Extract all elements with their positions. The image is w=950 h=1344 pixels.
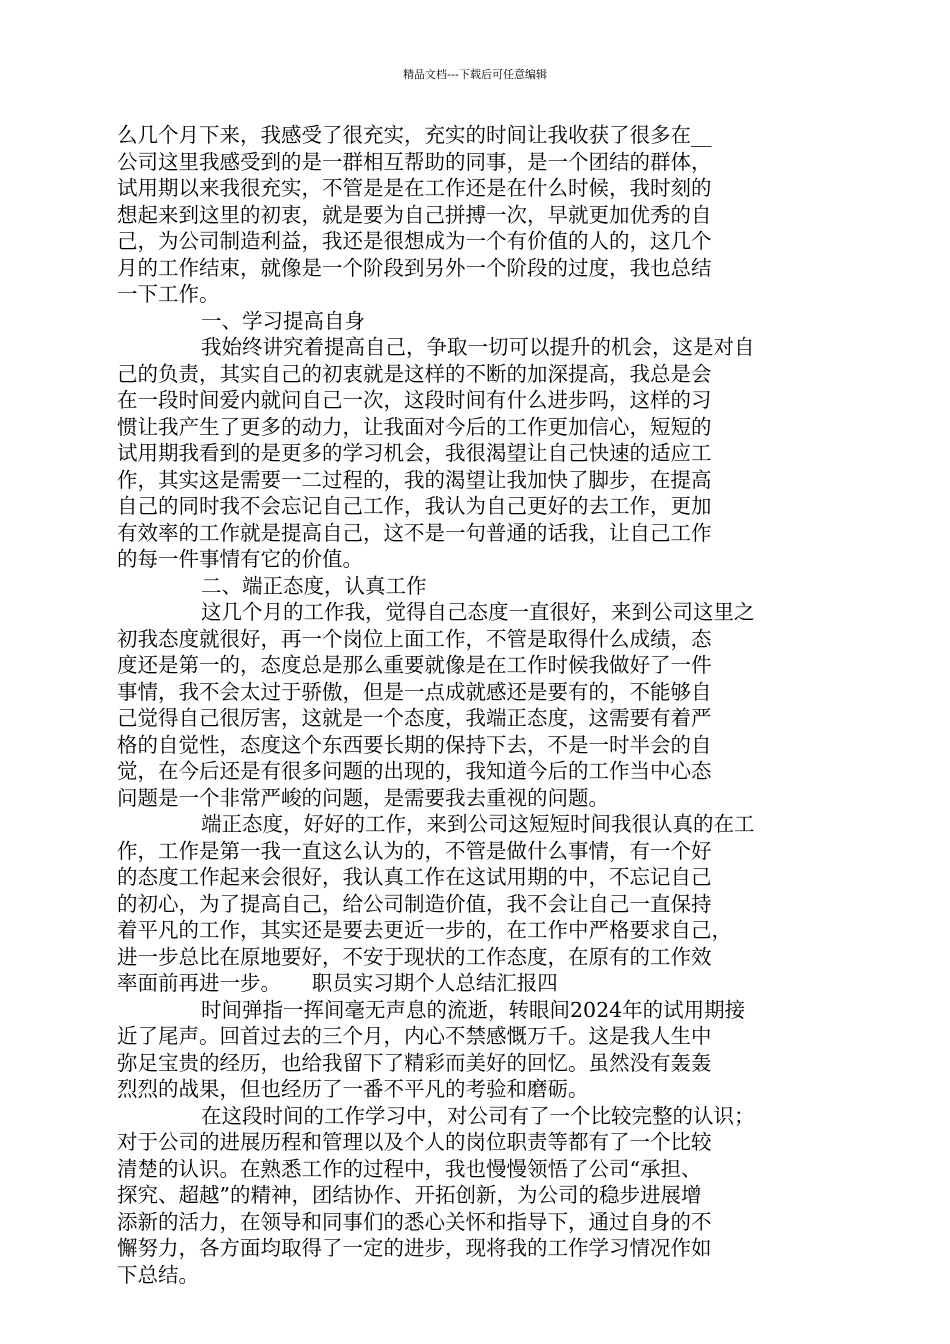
text-line: 端正态度，好好的工作，来到公司这短短时间我很认真的在工 [201, 812, 755, 836]
text-line: 添新的活力，在领导和同事们的悉心关怀和指导下，通过自身的不 [117, 1209, 712, 1234]
text-line: 进一步总比在原地要好，不安于现状的工作态度，在原有的工作效 [117, 944, 712, 969]
text-line: 月的工作结束，就像是一个阶段到另外一个阶段的过度，我也总结 [117, 255, 712, 280]
section-heading: 二、端正态度，认真工作 [201, 573, 427, 598]
document-body [117, 122, 829, 1288]
section-heading: 一、学习提高自身 [201, 308, 365, 333]
text-line: 有效率的工作就是提高自己，这不是一句普通的话我，让自己工作 [117, 520, 712, 545]
text-line: 的初心，为了提高自己，给公司制造价值，我不会让自己一直保持 [117, 891, 712, 916]
text-line: 在一段时间爱内就问自己一次，这段时间有什么进步吗，这样的习 [117, 388, 712, 412]
text-line: 作，工作是第一我一直这么认为的，不管是做什么事情，有一个好 [117, 838, 712, 863]
text-line: 在这段时间的工作学习中，对公司有了一个比较完整的认识； [201, 1103, 755, 1128]
page-header: 精品文档---下载后可任意编辑 [403, 68, 547, 81]
text-line: 对于公司的进展历程和管理以及个人的岗位职责等都有了一个比较 [117, 1130, 712, 1154]
text-line: 这几个月的工作我，觉得自己态度一直很好，来到公司这里之 [201, 600, 755, 624]
text-line: 一下工作。 [117, 282, 220, 306]
text-line: 自己的同时我不会忘记自己工作，我认为自己更好的去工作，更加 [117, 494, 712, 518]
text-line: 清楚的认识。在熟悉工作的过程中，我也慢慢领悟了公司“承担、 [117, 1156, 702, 1181]
text-line: 己的负责，其实自己的初衷就是这样的不断的加深提高，我总是会 [117, 361, 712, 386]
text-line: 近了尾声。回首过去的三个月，内心不禁感慨万千。这是我人生中 [117, 1024, 712, 1048]
text-line: 探究、超越”的精神，团结协作、开拓创新，为公司的稳步进展增 [117, 1183, 702, 1207]
text-line: 的每一件事情有它的价值。 [117, 547, 363, 571]
text-line: 试用期我看到的是更多的学习机会，我很渴望让自己快速的适应工 [117, 441, 712, 465]
text-line: 下总结。 [117, 1262, 199, 1287]
text-line: 弥足宝贵的经历，也给我留下了精彩而美好的回忆。虽然没有轰轰 [117, 1050, 712, 1075]
text-line: 作，其实这是需要一二过程的，我的渴望让我加快了脚步，在提高 [117, 467, 712, 492]
text-line: 烈烈的战果，但也经历了一番不平凡的考验和磨砺。 [117, 1077, 589, 1101]
text-line: 觉，在今后还是有很多问题的出现的，我知道今后的工作当中心态 [117, 759, 712, 783]
text-line: 问题是一个非常严峻的问题，是需要我去重视的问题。 [117, 785, 609, 810]
text-line: 我始终讲究着提高自己，争取一切可以提升的机会，这是对自 [201, 335, 755, 359]
text-line: 事情，我不会太过于骄傲，但是一点成就感还是要有的，不能够自 [117, 679, 712, 704]
text-line: 率面前再进一步。 职员实习期个人总结汇报四 [117, 971, 558, 995]
text-line: 己，为公司制造利益，我还是很想成为一个有价值的人的，这几个 [117, 229, 712, 253]
text-line: 的态度工作起来会很好，我认真工作在这试用期的中，不忘记自己 [117, 865, 712, 889]
text-line: 时间弹指一挥间毫无声息的流逝，转眼间2024年的试用期接 [201, 997, 746, 1022]
text-line: 己觉得自己很厉害，这就是一个态度，我端正态度，这需要有着严 [117, 706, 712, 730]
text-line: 惯让我产生了更多的动力，让我面对今后的工作更加信心，短短的 [117, 414, 712, 439]
text-line: 想起来到这里的初衷，就是要为自己拼搏一次，早就更加优秀的自 [117, 202, 712, 227]
text-line: 初我态度就很好，再一个岗位上面工作，不管是取得什么成绩，态 [117, 626, 712, 651]
text-line: 度还是第一的，态度总是那么重要就像是在工作时候我做好了一件 [117, 653, 712, 677]
text-line: 格的自觉性，态度这个东西要长期的保持下去，不是一时半会的自 [117, 732, 712, 757]
text-line: 着平凡的工作，其实还是要去更近一步的，在工作中严格要求自己， [117, 918, 732, 942]
text-line: 么几个月下来，我感受了很充实，充实的时间让我收获了很多在__ [117, 123, 712, 147]
text-line: 懈努力，各方面均取得了一定的进步，现将我的工作学习情况作如 [117, 1236, 712, 1260]
text-line: 试用期以来我很充实，不管是是在工作还是在什么时候，我时刻的 [117, 176, 712, 200]
text-line: 公司这里我感受到的是一群相互帮助的同事，是一个团结的群体， [117, 149, 712, 174]
